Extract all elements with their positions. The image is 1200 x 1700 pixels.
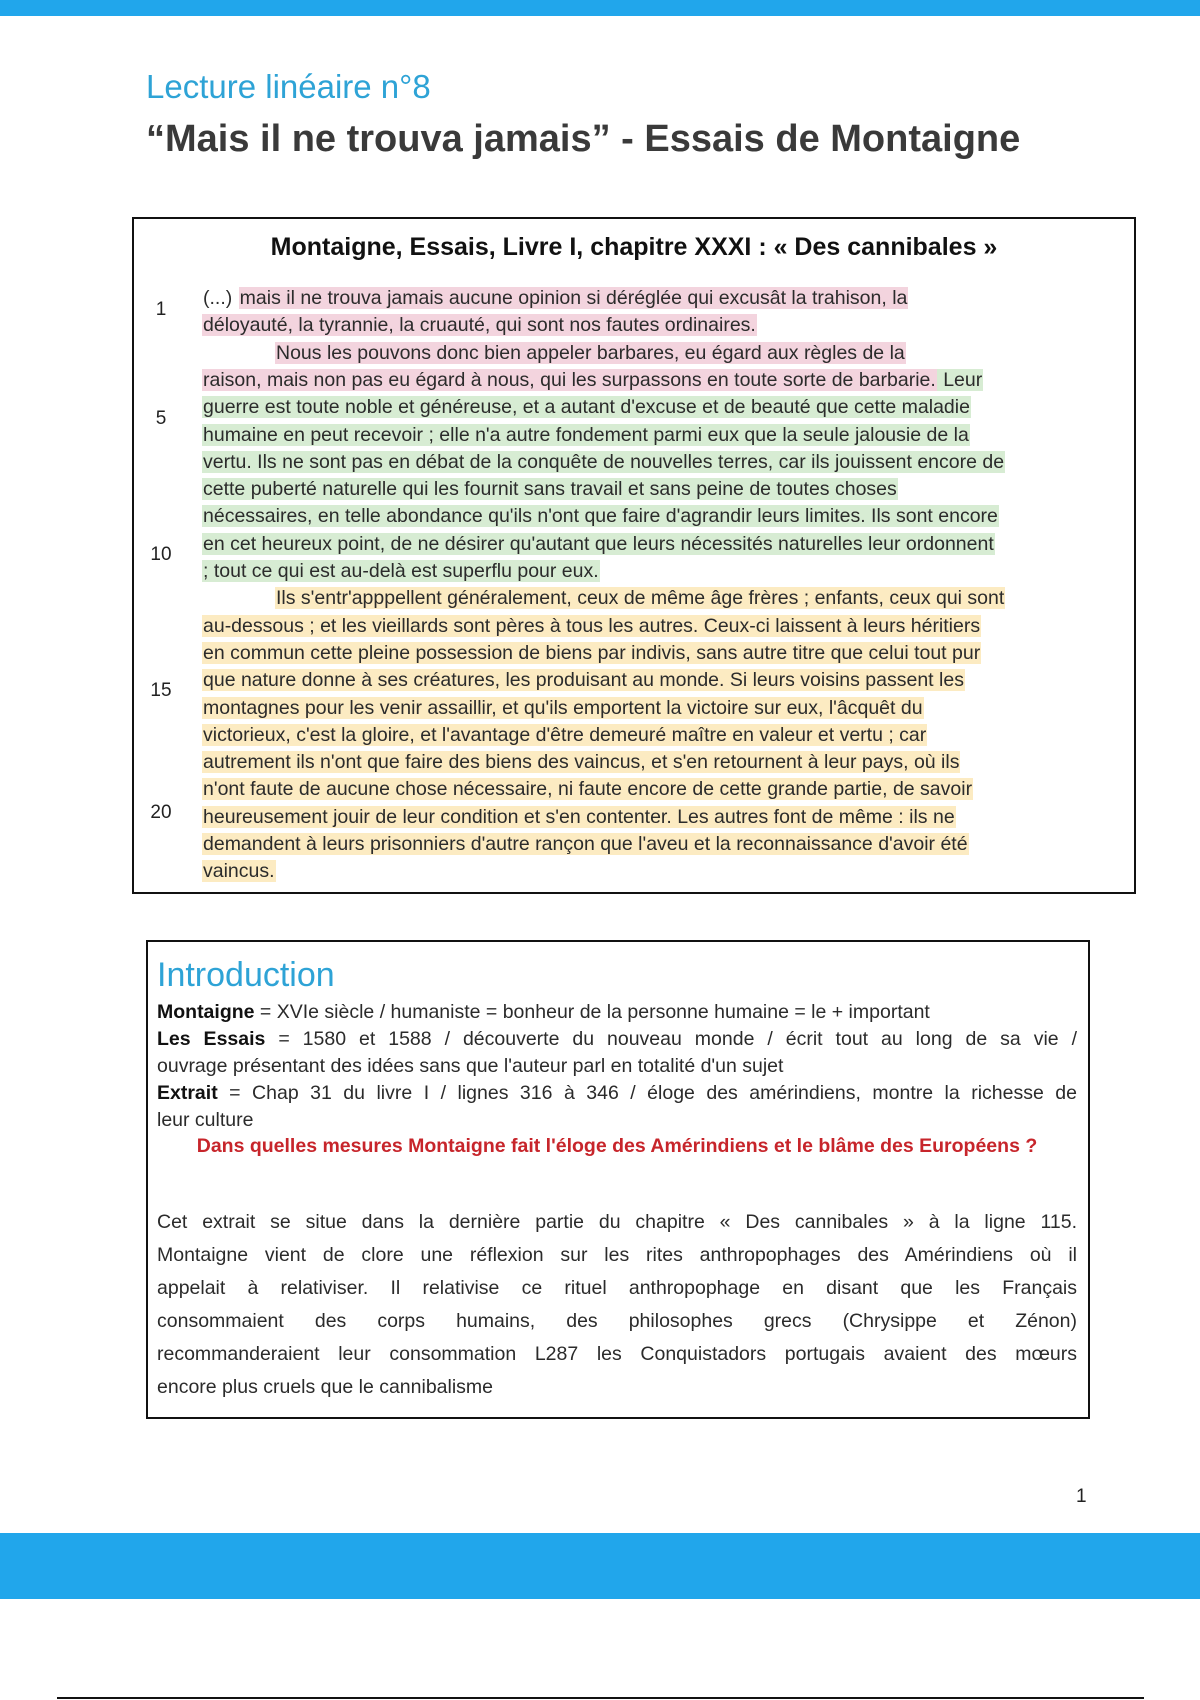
text-segment: vaincus. <box>203 860 275 883</box>
source-text-line <box>202 422 970 449</box>
source-text-line <box>202 667 965 694</box>
text-segment: raison, mais non pas eu égard à nous, qui les surpassons en toute sorte de barbarie. <box>203 368 936 391</box>
source-text-line <box>202 804 956 831</box>
paragraph-line: recommanderaient leur consommation L287 les Conquistadors portugais avaient des mœurs <box>157 1343 1077 1365</box>
source-text-line <box>275 340 906 367</box>
text-segment: guerre est toute noble et généreuse, et a autant d'excuse et de beauté que cette maladie <box>203 396 970 419</box>
source-text-line <box>202 285 908 312</box>
intro-item: leur culture <box>157 1109 254 1131</box>
source-text-box <box>132 217 1136 894</box>
line-number: 15 <box>150 680 172 701</box>
bottom-divider <box>57 1697 1144 1699</box>
text-segment: heureusement jouir de leur condition et s'en contenter. Les autres font de même : ils ne <box>203 805 955 828</box>
text-segment: mais il ne trouva jamais aucune opinion si déréglée qui excusât la trahison, la <box>239 287 908 309</box>
text-segment: Nous les pouvons donc bien appeler barbares, eu égard aux règles de la <box>276 341 905 364</box>
source-text-line <box>202 394 971 421</box>
text-segment: autrement ils n'ont que faire des biens des vaincus, et s'en retournent à leur pays, où ils <box>203 751 960 774</box>
source-text-line <box>202 722 927 749</box>
source-text-line <box>202 695 924 722</box>
paragraph-line: Montaigne vient de clore une réflexion sur les rites anthropophages des Amérindiens où il <box>157 1244 1077 1266</box>
text-segment: que nature donne à ses créatures, les produisant au monde. Si leurs voisins passent les <box>203 669 964 692</box>
paragraph-line: appelait à relativiser. Il relativise ce rituel anthropophage en disant que les Français <box>157 1277 1077 1299</box>
text-segment: en cet heureux point, de ne désirer qu'autant que leurs nécessités naturelles leur ordonnent <box>203 532 994 555</box>
text-segment: montagnes pour les venir assaillir, et qu'ils emportent la victoire sur eux, l'âcquêt du <box>203 696 923 719</box>
text-segment: Ils s'entr'apppellent généralement, ceux de même âge frères ; enfants, ceux qui sont <box>276 587 1005 610</box>
text-segment: victorieux, c'est la gloire, et l'avantage d'être demeuré maître en valeur et vertu ; car <box>203 723 927 746</box>
paragraph-line: encore plus cruels que le cannibalisme <box>157 1376 494 1398</box>
source-text-line <box>202 503 999 530</box>
text-segment: n'ont faute de aucune chose nécessaire, ni faute encore de cette grande partie, de savoir <box>203 778 973 801</box>
text-segment: demandent à leurs prisonniers d'autre rançon que l'aveu et la reconnaissance d'avoir été <box>203 833 968 855</box>
paragraph-line: Cet extrait se situe dans la dernière partie du chapitre « Des cannibales » à la ligne 115. <box>157 1211 1077 1233</box>
source-text-line <box>202 613 981 640</box>
source-text-line <box>275 585 1005 612</box>
text-segment: cette puberté naturelle qui les fournit sans travail et sans peine de toutes choses <box>203 478 897 501</box>
line-number: 5 <box>155 408 167 429</box>
text-segment: Leur <box>937 368 983 391</box>
source-text-line <box>202 831 969 858</box>
text-segment: nécessaires, en telle abondance qu'ils n'ont que faire d'agrandir leurs limites. Ils sont encore <box>203 505 998 528</box>
intro-item: Extrait = Chap 31 du livre I / lignes 316 à 346 / éloge des amérindiens, montre la richesse de <box>157 1082 1077 1104</box>
text-segment: déloyauté, la tyrannie, la cruauté, qui sont nos fautes ordinaires. <box>203 314 756 337</box>
text-segment: (...) <box>203 287 238 309</box>
text-segment: au-dessous ; et les vieillards sont pères à tous les autres. Ceux-ci laissent à leurs héritiers <box>203 614 981 637</box>
source-text-line <box>202 449 1005 476</box>
intro-item: Montaigne = XVIe siècle / humaniste = bonheur de la personne humaine = le + important <box>157 1001 930 1023</box>
paragraph-line: consommaient des corps humains, des philosophes grecs (Chrysippe et Zénon) <box>157 1310 1077 1332</box>
intro-item: Les Essais = 1580 et 1588 / découverte du nouveau monde / écrit tout au long de sa vie / <box>157 1028 1078 1050</box>
text-segment: vertu. Ils ne sont pas en débat de la conquête de nouvelles terres, car ils jouissent encore de <box>203 450 1005 473</box>
document-title: “Mais il ne trouva jamais” - Essais de Montaigne <box>146 118 1021 160</box>
problematic-question: Dans quelles mesures Montaigne fait l'éloge des Amérindiens et le blâme des Européens ? <box>196 1135 1038 1157</box>
source-text-heading: Montaigne, Essais, Livre I, chapitre XXXI : « Des cannibales » <box>270 233 998 261</box>
line-number: 10 <box>150 544 172 565</box>
line-number: 20 <box>150 802 172 823</box>
text-segment: en commun cette pleine possession de biens par indivis, sans autre titre que celui tout pur <box>203 641 981 664</box>
introduction-heading: Introduction <box>157 956 335 994</box>
intro-item: ouvrage présentant des idées sans que l'auteur parl en totalité d'un sujet <box>157 1055 784 1077</box>
source-text-line <box>202 776 973 803</box>
source-text-line <box>202 476 898 503</box>
source-text-line <box>202 558 600 585</box>
introduction-box <box>146 940 1090 1419</box>
source-text-line <box>202 367 983 394</box>
source-text-line <box>202 640 981 667</box>
page-number: 1 <box>1076 1486 1087 1507</box>
bottom-accent-band <box>0 1533 1200 1599</box>
line-number: 1 <box>155 299 167 320</box>
source-text-line <box>202 749 960 776</box>
source-text-line <box>202 858 276 885</box>
top-accent-bar <box>0 0 1200 16</box>
text-segment: humaine en peut recevoir ; elle n'a autre fondement parmi eux que la seule jalousie de la <box>203 423 969 446</box>
document-subtitle: Lecture linéaire n°8 <box>146 68 431 105</box>
source-text-line <box>202 312 757 339</box>
text-segment: ; tout ce qui est au-delà est superflu pour eux. <box>203 560 599 582</box>
source-text-line <box>202 531 995 558</box>
